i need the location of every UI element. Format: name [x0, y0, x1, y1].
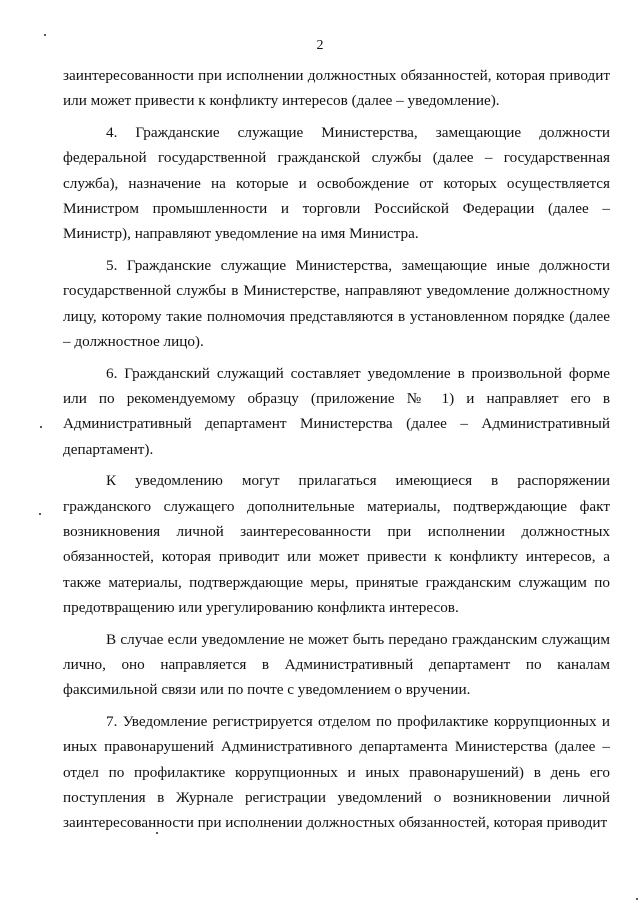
scan-speck	[40, 426, 42, 428]
scan-speck	[636, 898, 638, 900]
paragraph-continuation: заинтересованности при исполнении должностных обязанностей, которая приводит или может привести к конфликту интересов (далее – уведомление).	[63, 67, 610, 110]
scan-speck	[44, 34, 46, 36]
paragraph-item-6: 6. Гражданский служащий составляет уведомление в произвольной форме или по рекомендуемому образцу (приложение № 1) и направляет его в Административный департамент Министерства (далее – Административный департамент).	[63, 364, 610, 458]
scan-speck	[39, 513, 41, 515]
document-body	[63, 63, 610, 842]
scan-speck	[156, 832, 158, 834]
paragraph-item-4: 4. Гражданские служащие Министерства, замещающие должности федеральной государственной гражданской службы (далее – государственная служба), назначение на которые и освобождение от которых осуществляется Министром промышленности и торговли Российской Федерации (далее – Министр), направляют уведомление на имя Министра.	[63, 124, 610, 243]
paragraph-item-5: 5. Гражданские служащие Министерства, замещающие иные должности государственной службы в Министерстве, направляют уведомление должностному лицу, которому такие полномочия представляются в установленном порядке (далее – должностное лицо).	[63, 257, 610, 350]
paragraph-item-7: 7. Уведомление регистрируется отделом по профилактике коррупционных и иных правонарушений Административного департамента Министерства (далее – отдел по профилактике коррупционных и иных правонарушений) в день его поступления в Журнале регистрации уведомлений о возникновении личной заинтересованности при исполнении должностных обязанностей, которая приводит	[63, 713, 610, 832]
paragraph-delivery: В случае если уведомление не может быть передано гражданским служащим лично, оно направляется в Административный департамент по каналам факсимильной связи или по почте с уведомлением о вручении.	[63, 630, 610, 699]
page-number: 2	[316, 38, 324, 53]
paragraph-attachments: К уведомлению могут прилагаться имеющиеся в распоряжении гражданского служащего дополнительные материалы, подтверждающие факт возникновения личной заинтересованности при исполнении должностных обязанностей, которая приводит или может привести к конфликту интересов, а также материалы, подтверждающие меры, принятые гражданским служащим по предотвращению или урегулированию конфликта интересов.	[63, 472, 610, 616]
